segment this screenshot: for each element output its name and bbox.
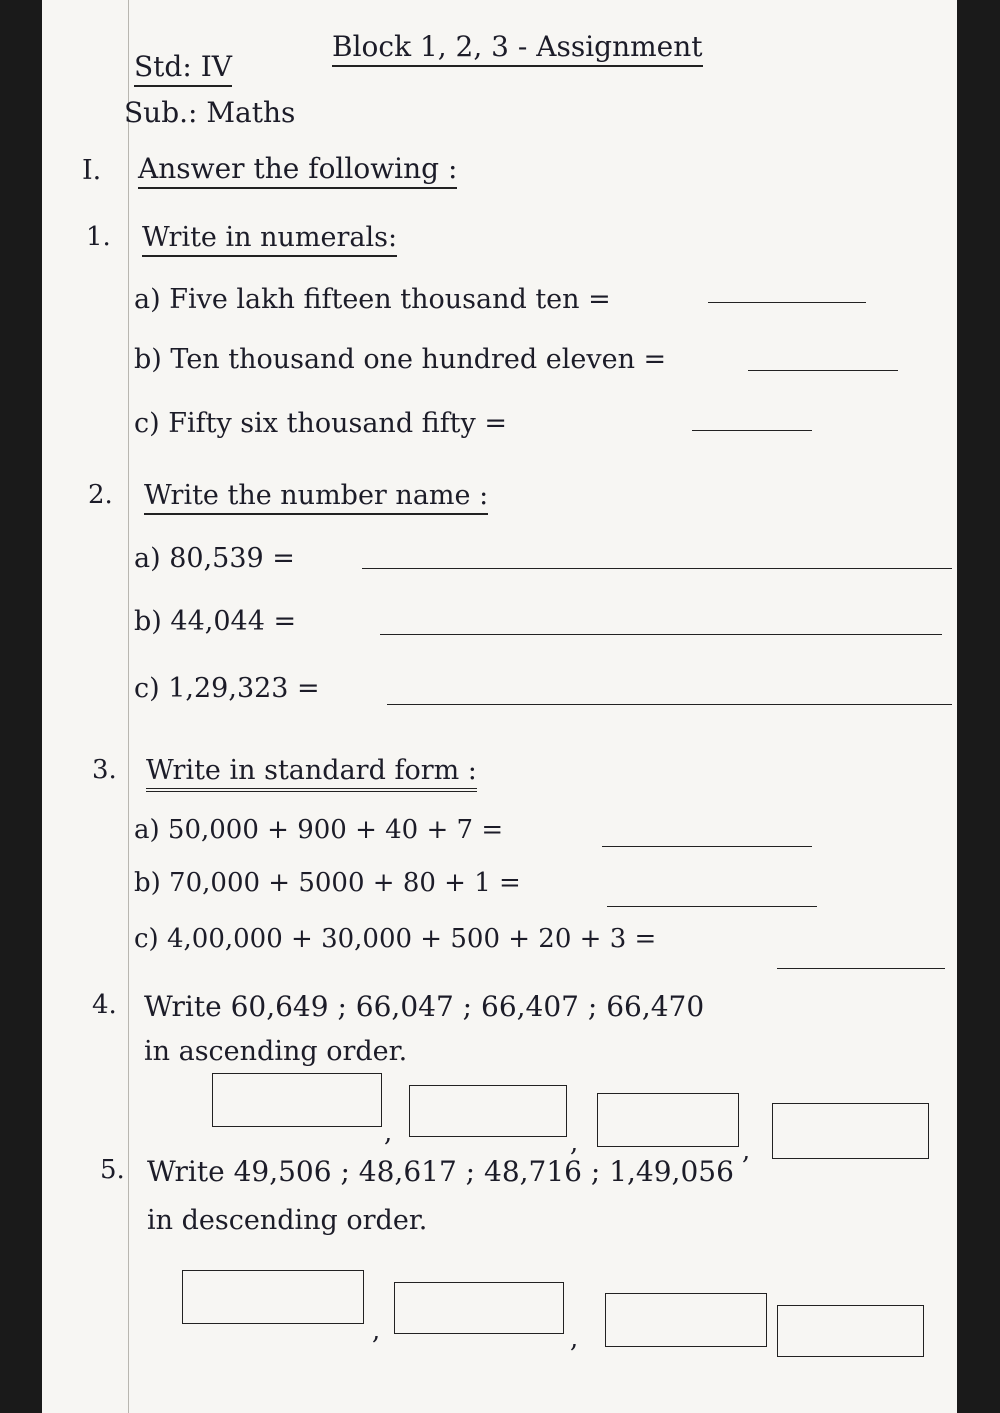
q4-line1: Write 60,649 ; 66,047 ; 66,407 ; 66,470 [144,990,705,1023]
std-label: Std: IV [134,50,232,87]
q1-item-c: c) Fifty six thousand fifty = [134,408,507,439]
answer-blank[interactable] [380,634,942,635]
q1-number: 1. [86,222,111,252]
q1-item-a: a) Five lakh fifteen thousand ten = [134,284,611,315]
q1-item-b: b) Ten thousand one hundred eleven = [134,344,667,375]
answer-blank[interactable] [387,704,952,705]
section-numeral: I. [82,155,102,186]
answer-blank[interactable] [607,906,817,907]
comma-separator: , [570,1324,579,1354]
comma-separator: , [384,1118,393,1148]
answer-box[interactable] [212,1073,382,1127]
answer-box[interactable] [394,1282,564,1334]
q3-item-b: b) 70,000 + 5000 + 80 + 1 = [134,868,521,898]
answer-blank[interactable] [708,302,866,303]
answer-box[interactable] [182,1270,364,1324]
q2-item-c: c) 1,29,323 = [134,673,320,704]
q3-item-c: c) 4,00,000 + 30,000 + 500 + 20 + 3 = [134,924,657,954]
comma-separator: , [742,1136,751,1166]
answer-box[interactable] [772,1103,929,1159]
q5-line1: Write 49,506 ; 48,617 ; 48,716 ; 1,49,056 [147,1155,734,1188]
q3-item-a: a) 50,000 + 900 + 40 + 7 = [134,815,504,845]
q5-number: 5. [100,1155,125,1185]
q1-title: Write in numerals: [142,222,397,257]
worksheet-page [42,0,957,1413]
answer-blank[interactable] [777,968,945,969]
margin-line [128,0,129,1413]
q3-title: Write in standard form : [146,755,477,792]
answer-box[interactable] [409,1085,567,1137]
q4-line2: in ascending order. [144,1036,408,1067]
section-title: Answer the following : [138,152,457,189]
answer-blank[interactable] [748,370,898,371]
q2-number: 2. [88,480,113,510]
q3-number: 3. [92,755,117,785]
answer-box[interactable] [777,1305,924,1357]
q4-number: 4. [92,990,117,1020]
q2-title: Write the number name : [144,480,488,515]
assignment-title: Block 1, 2, 3 - Assignment [332,30,703,67]
answer-box[interactable] [605,1293,767,1347]
subject-label: Sub.: Maths [124,96,296,129]
answer-blank[interactable] [692,430,812,431]
q5-line2: in descending order. [147,1205,428,1236]
comma-separator: , [570,1128,579,1158]
comma-separator: , [372,1316,381,1346]
answer-blank[interactable] [362,568,952,569]
q2-item-b: b) 44,044 = [134,606,297,637]
q2-item-a: a) 80,539 = [134,543,295,574]
answer-blank[interactable] [602,846,812,847]
answer-box[interactable] [597,1093,739,1147]
